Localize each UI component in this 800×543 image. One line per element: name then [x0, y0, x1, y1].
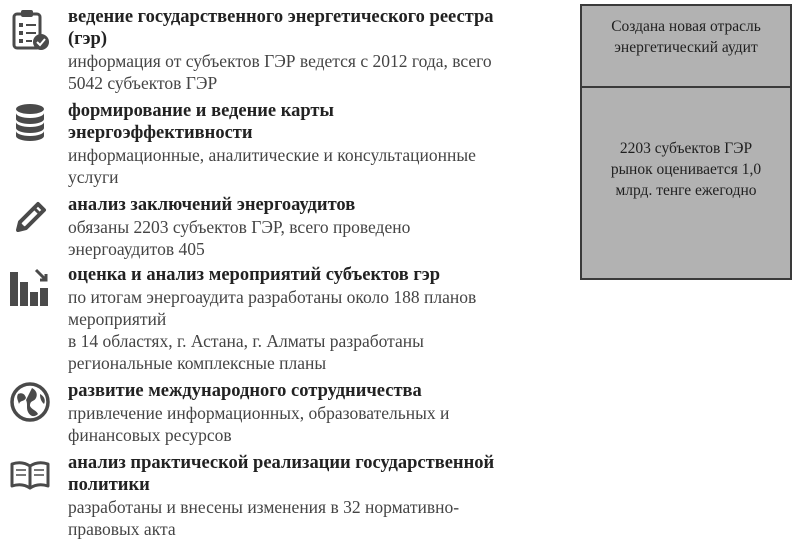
item-body-line: в 14 областях, г. Астана, г. Алматы разработаны: [68, 331, 424, 351]
item-title-line: ведение государственного энергетического реестра: [68, 7, 494, 27]
item-body-line: 5042 субъектов ГЭР: [68, 73, 218, 93]
item-title-line: анализ заключений энергоаудитов: [68, 195, 356, 215]
globe-icon: [8, 380, 52, 424]
item-title-line: (гэр): [68, 29, 108, 49]
info-box-line: Создана новая отрасль: [611, 18, 761, 35]
item-title-line: развитие международного сотрудничества: [68, 381, 422, 401]
item-body-line: разработаны и внесены изменения в 32 нормативно-: [68, 497, 460, 517]
item-title-line: политики: [68, 475, 150, 495]
item-body-line: обязаны 2203 субъектов ГЭР, всего проведено: [68, 217, 411, 237]
item-body-line: по итогам энергоаудита разработаны около 188 планов: [68, 287, 477, 307]
pencil-icon: [8, 196, 52, 240]
item-body-line: правовых акта: [68, 519, 176, 539]
item-title-line: оценка и анализ мероприятий субъектов гэр: [68, 265, 441, 285]
item-body-line: информация от субъектов ГЭР ведется с 2012 года, всего: [68, 51, 492, 71]
item-body-line: информационные, аналитические и консультационные: [68, 145, 476, 165]
item-body-line: региональные комплексные планы: [68, 353, 327, 373]
info-box-new-industry: [580, 4, 792, 88]
item-title-line: энергоэффективности: [68, 123, 253, 143]
info-box-line: рынок оценивается 1,0: [610, 161, 762, 178]
info-box-line: 2203 субъектов ГЭР: [619, 140, 753, 157]
database-icon: [8, 100, 52, 144]
item-body-line: финансовых ресурсов: [68, 425, 232, 445]
info-box-line: энергетический аудит: [614, 39, 758, 56]
item-body-line: услуги: [68, 167, 119, 187]
item-body-line: мероприятий: [68, 309, 167, 329]
clipboard-checklist-icon: [8, 8, 52, 52]
item-title-line: формирование и ведение карты: [68, 101, 334, 121]
info-box-line: млрд. тенге ежегодно: [615, 182, 757, 199]
item-title-line: анализ практической реализации государственной: [68, 453, 495, 473]
info-box-market: [580, 86, 792, 280]
item-body-line: привлечение информационных, образовательных и: [68, 403, 450, 423]
item-body-line: энергоаудитов 405: [68, 239, 205, 259]
open-book-icon: [8, 452, 52, 496]
bar-chart-decline-icon: [8, 266, 52, 310]
